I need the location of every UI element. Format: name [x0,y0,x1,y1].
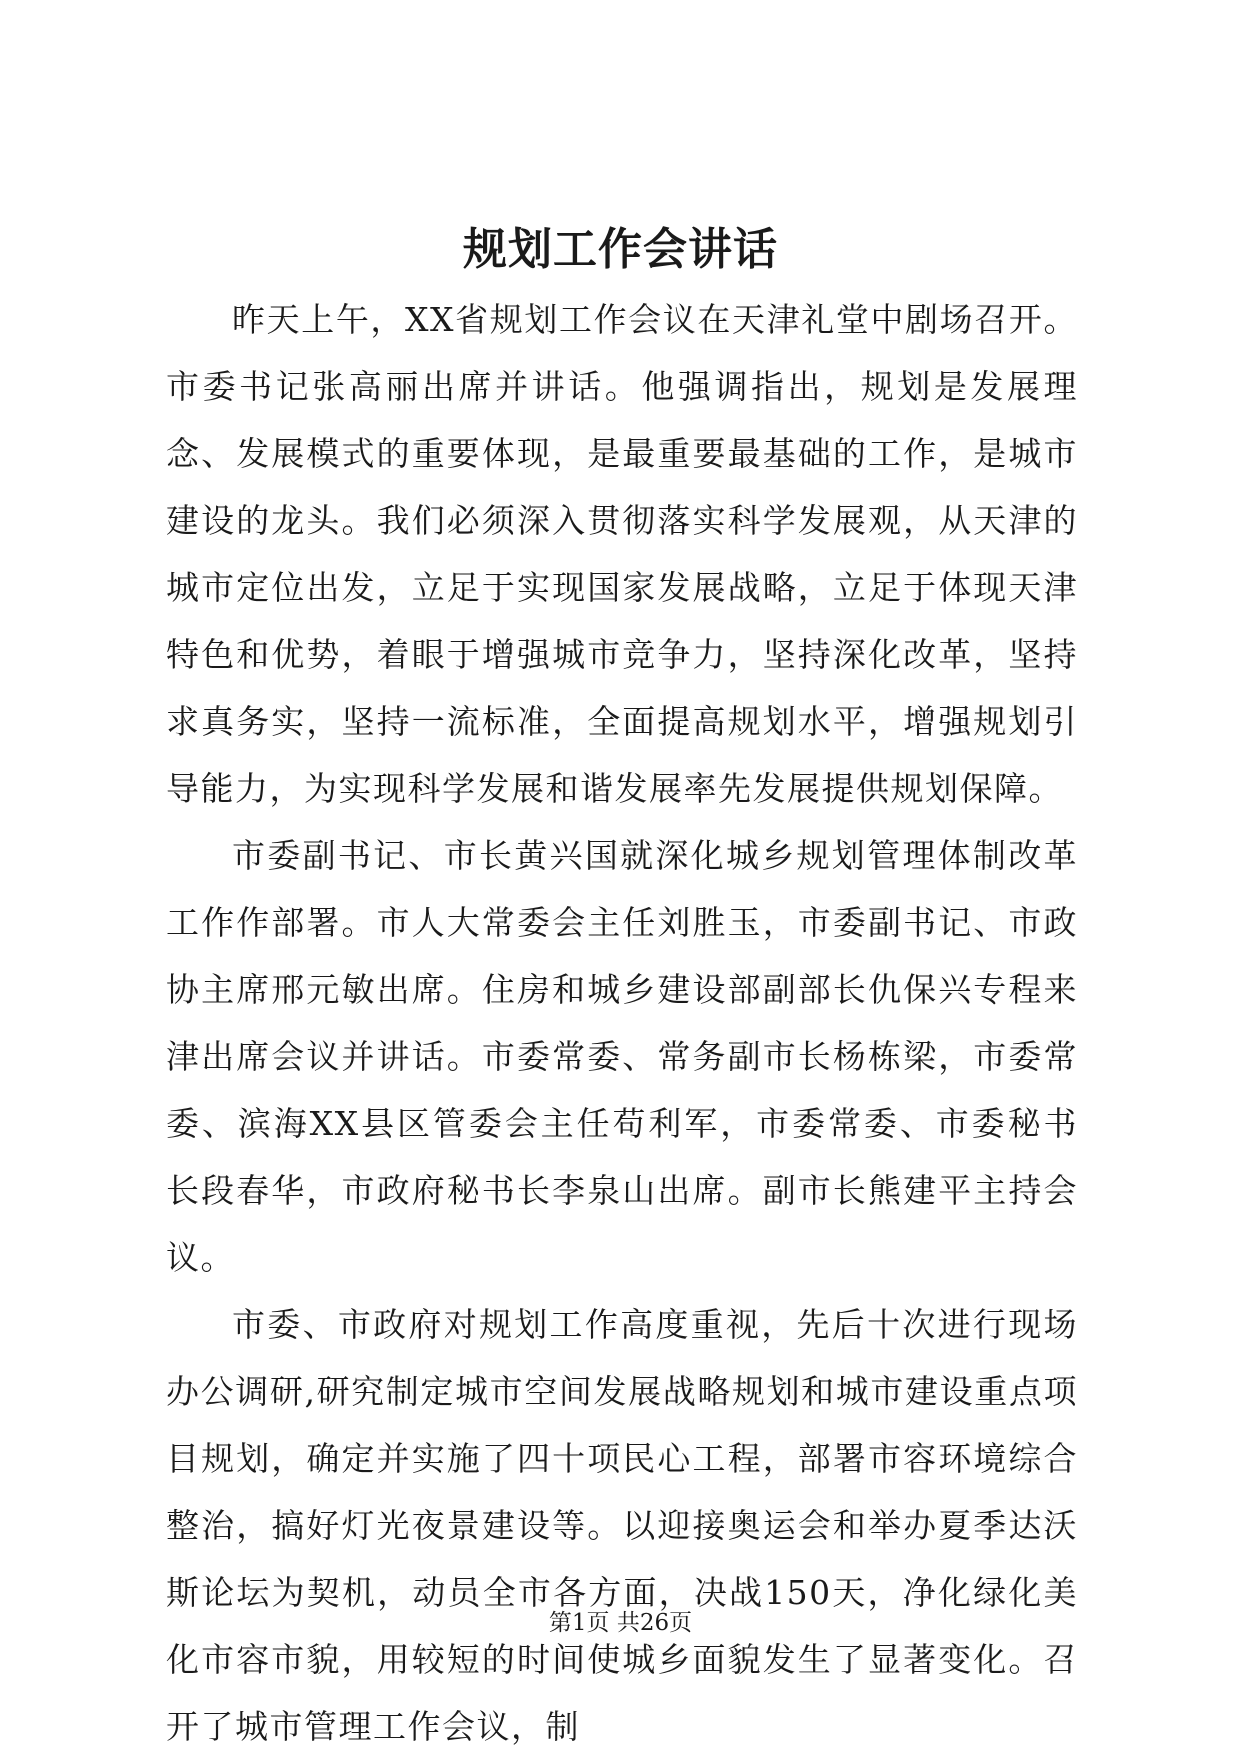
paragraph-1: 昨天上午，XX省规划工作会议在天津礼堂中剧场召开。市委书记张高丽出席并讲话。他强调指出，规划是发展理念、发展模式的重要体现，是最重要最基础的工作，是城市建设的龙头。我们必须深入贯彻落实科学发展观，从天津的城市定位出发，立足于实现国家发展战略，立足于体现天津特色和优势，着眼于增强城市竞争力，坚持深化改革，坚持求真务实，坚持一流标准，全面提高规划水平，增强规划引导能力，为实现科学发展和谐发展率先发展提供规划保障。 [166,300,1078,808]
paragraph-2: 市委副书记、市长黄兴国就深化城乡规划管理体制改革工作作部署。市人大常委会主任刘胜玉，市委副书记、市政协主席邢元敏出席。住房和城乡建设部副部长仇保兴专程来津出席会议并讲话。市委常委、常务副市长杨栋梁，市委常委、滨海XX县区管委会主任苟利军，市委常委、市委秘书长段春华，市政府秘书长李泉山出席。副市长熊建平主持会议。 [166,836,1078,1277]
document-body [166,286,1078,1760]
paragraph-3: 市委、市政府对规划工作高度重视，先后十次进行现场办公调研,研究制定城市空间发展战略规划和城市建设重点项目规划，确定并实施了四十项民心工程，部署市容环境综合整治，搞好灯光夜景建设等。以迎接奥运会和举办夏季达沃斯论坛为契机，动员全市各方面，决战150天，净化绿化美化市容市貌，用较短的时间使城乡面貌发生了显著变化。召开了城市管理工作会议，制 [166,1305,1078,1746]
page-footer: 第1页 共26页 [548,1610,693,1636]
document-title: 规划工作会讲话 [463,224,778,275]
